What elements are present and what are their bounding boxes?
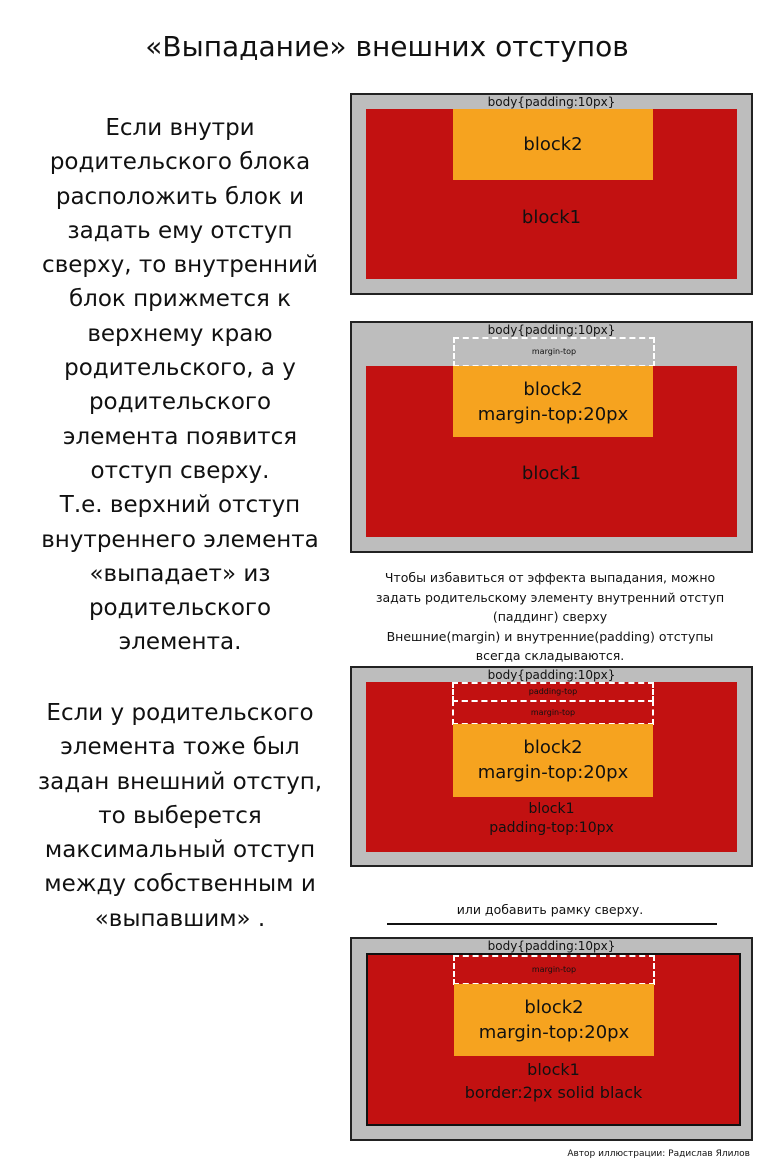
text-line: задать родительскому элементу внутренний отступ bbox=[375, 589, 725, 605]
text-line: между собственным и bbox=[44, 871, 316, 898]
block2-label: block2 bbox=[523, 134, 583, 155]
text-line: родительского bbox=[88, 595, 272, 622]
text-line: сверху, то внутренний bbox=[42, 252, 318, 279]
margin-top-label: margin-top bbox=[531, 965, 577, 974]
block2-label: block2 bbox=[524, 997, 584, 1018]
margin-top-outline bbox=[453, 337, 655, 367]
text-line: расположить блок и bbox=[55, 183, 305, 210]
block2-box bbox=[454, 984, 654, 1056]
text-line: родительского bbox=[88, 389, 272, 416]
diagram-4 bbox=[350, 937, 753, 1141]
text-line: родительского, а у bbox=[64, 355, 296, 382]
block1-box bbox=[366, 109, 737, 279]
body-padding-label: body{padding:10px} bbox=[487, 939, 616, 953]
text-line: «выпадает» из bbox=[89, 560, 271, 587]
text-line: Если у родительского bbox=[46, 700, 314, 726]
body-padding-label: body{padding:10px} bbox=[487, 323, 616, 337]
block2-box bbox=[453, 724, 653, 797]
body-padding-label: body{padding:10px} bbox=[487, 95, 616, 109]
text-line: задать ему отступ bbox=[67, 217, 293, 244]
note2-text: или добавить рамку сверху. bbox=[456, 902, 644, 917]
block2-margin-label: margin-top:20px bbox=[477, 762, 629, 783]
block1-box bbox=[366, 682, 737, 852]
diagram-1 bbox=[350, 93, 753, 295]
text-line: «выпавшим» . bbox=[94, 905, 266, 932]
padding-top-outline bbox=[452, 682, 654, 702]
block1-label: block1 bbox=[521, 463, 582, 484]
text-line: Если внутри bbox=[105, 115, 255, 141]
block2-box bbox=[453, 109, 653, 180]
block2-label: block2 bbox=[523, 737, 583, 758]
left-paragraph-2 bbox=[30, 696, 330, 936]
block1-box bbox=[366, 366, 737, 537]
block2-label: block2 bbox=[523, 379, 583, 400]
block1-label: block1 bbox=[521, 207, 582, 228]
text-line: верхнему краю bbox=[87, 320, 273, 347]
block1-box bbox=[366, 953, 741, 1126]
margin-top-outline bbox=[453, 955, 655, 985]
block2-box bbox=[453, 366, 653, 437]
block1-label: block1 bbox=[527, 1060, 580, 1079]
page-title: «Выпадание» внешних отступов bbox=[145, 30, 629, 63]
text-line: блок прижмется к bbox=[68, 286, 292, 313]
text-line: то выберется bbox=[98, 802, 262, 829]
margin-top-label: margin-top bbox=[530, 708, 576, 717]
divider-line bbox=[387, 923, 717, 925]
text-line: отступ сверху. bbox=[90, 457, 270, 484]
block1-padding-label: padding-top:10px bbox=[489, 820, 614, 836]
block1-label: block1 bbox=[528, 801, 575, 817]
text-line: задан внешний отступ, bbox=[37, 768, 323, 795]
block1-border-label: border:2px solid black bbox=[464, 1083, 643, 1102]
text-line: элемента тоже был bbox=[60, 734, 300, 761]
margin-top-outline bbox=[452, 700, 654, 725]
block2-margin-label: margin-top:20px bbox=[477, 404, 629, 425]
text-line: максимальный отступ bbox=[44, 837, 316, 864]
diagram-2 bbox=[350, 321, 753, 553]
margin-top-label: margin-top bbox=[531, 347, 577, 356]
diagram-3 bbox=[350, 666, 753, 867]
text-line: (паддинг) сверху bbox=[492, 609, 608, 624]
left-paragraph-1 bbox=[30, 111, 330, 660]
padding-top-label: padding-top bbox=[528, 687, 578, 696]
note-text bbox=[350, 568, 750, 666]
text-line: элемента. bbox=[118, 629, 242, 656]
body-padding-label: body{padding:10px} bbox=[487, 668, 616, 682]
text-line: элемента появится bbox=[62, 423, 298, 450]
text-line: Т.е. верхний отступ bbox=[59, 492, 301, 519]
credit-text: Автор иллюстрации: Радислав Ялилов bbox=[567, 1149, 750, 1159]
block2-margin-label: margin-top:20px bbox=[478, 1022, 630, 1043]
text-line: Внешние(margin) и внутренние(padding) отступы bbox=[386, 628, 714, 644]
text-line: внутреннего элемента bbox=[41, 526, 319, 553]
text-line: всегда складываются. bbox=[475, 648, 625, 663]
text-line: Чтобы избавиться от эффекта выпадания, можно bbox=[384, 570, 716, 585]
text-line: родительского блока bbox=[49, 149, 311, 176]
